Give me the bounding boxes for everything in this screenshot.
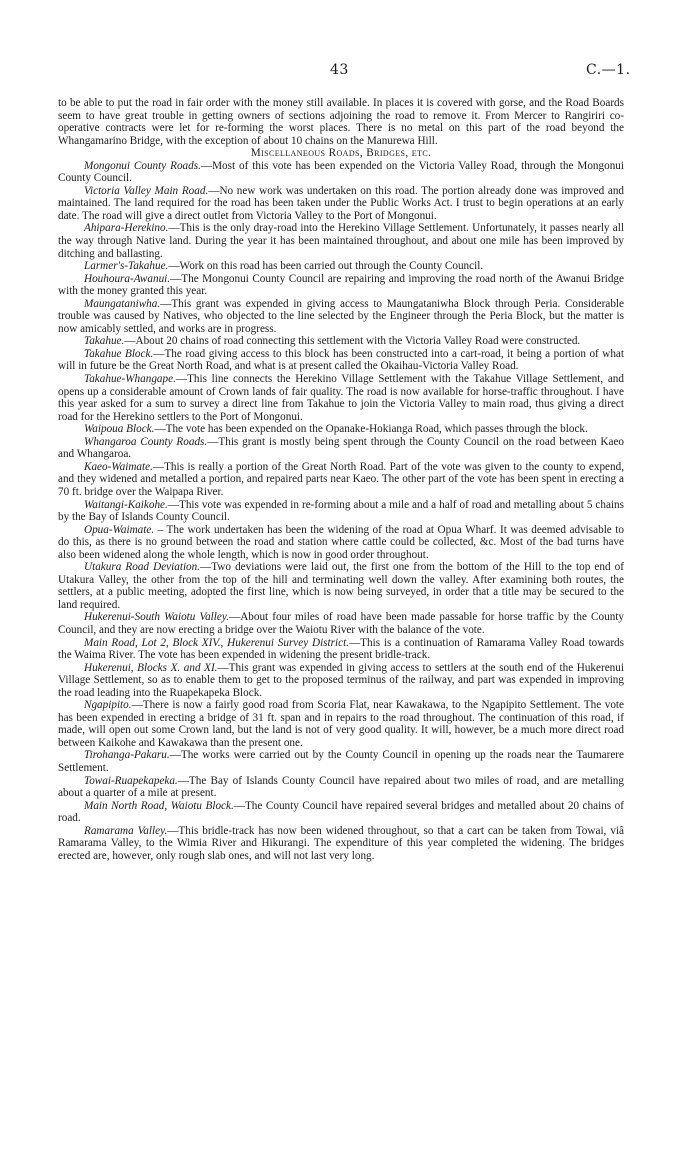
entry-paragraph (58, 499, 624, 524)
entry-title: Takahue Block. (84, 347, 154, 360)
page-header (0, 62, 700, 82)
entry-paragraph (58, 461, 624, 499)
entry-text: —This grant was expended in giving access to Maungataniwha Block through Peria. Considerable trouble was caused by Natives, who objected to the line selected by the Engineer through the Peria Block, but the matter is now amicably settled, and works are in progress. (58, 297, 624, 335)
entry-text: —This is a continuation of Ramarama Valley Road towards the Waima River. The vote has been expended in widening the present bridle-track. (58, 636, 624, 662)
entry-paragraph (58, 373, 624, 423)
entry-text: —This is really a portion of the Great North Road. Part of the vote was given to the county to expend, and they widened and metalled a portion, and repaired parts near Kaeo. The other part of the vote has been spent in erecting a 70 ft. bridge over the Waipapa River. (58, 460, 624, 498)
entry-title: Waipoua Block. (84, 423, 155, 436)
entry-title: Opua-Waimate. (84, 523, 155, 536)
entry-text: —This grant is mostly being spent through the County Council on the road between Kaeo and Whangaroa. (58, 435, 625, 461)
entry-text: —This is the only dray-road into the Herekino Village Settlement. Unfortunately, it passes nearly all the way through Native land. During the year it has been maintained throughout, and about one mile has been improved by ditching and ballasting. (58, 222, 624, 260)
entry-paragraph (58, 436, 624, 461)
entries-list (58, 160, 624, 863)
entry-text: —This grant was expended in giving access to settlers at the south end of the Hukerenui Village Settlement, so as to enable them to get to the proposed terminus of the railway, and part was expended in improving the road leading into the Ruapekapeka Block. (58, 661, 624, 699)
entry-text: —About 20 chains of road connecting this settlement with the Victoria Valley Road were constructed. (124, 335, 581, 348)
entry-paragraph (58, 160, 624, 185)
entry-title: Maungataniwha. (84, 297, 161, 310)
entry-paragraph (58, 260, 624, 273)
entry-title: Towai-Ruapekapeka. (84, 774, 178, 787)
entry-paragraph (58, 561, 624, 611)
entry-title: Hukerenui-South Waiotu Valley. (84, 611, 229, 624)
entry-paragraph (58, 699, 624, 749)
entry-paragraph (58, 800, 624, 825)
entry-text: – The work undertaken has been the widening of the road at Opua Wharf. It was deemed advisable to do this, as there is no ground between the road and station where cattle could be collected, &c. Most of the bad turns have also been widened along the whole length, which is now in good order throughout. (58, 523, 624, 561)
entry-title: Waitangi-Kaikohe. (84, 498, 168, 511)
entry-text: —About four miles of road have been made passable for horse traffic by the County Council, and they are now erecting a bridge over the Waiotu River with the balance of the vote. (58, 611, 624, 636)
page-number: 43 (330, 62, 349, 78)
entry-paragraph (58, 662, 624, 700)
entry-text: —Most of this vote has been expended on the Victoria Valley Road, through the Mongonui County Council. (58, 159, 625, 185)
entry-title: Ramarama Valley. (84, 824, 168, 837)
entry-paragraph (58, 637, 624, 662)
entry-text: —The County Council have repaired several bridges and metalled about 20 chains of road. (58, 799, 624, 825)
entry-text: —The Bay of Islands County Council have repaired about two miles of road, and are metalling about a quarter of a mile at present. (58, 774, 624, 800)
entry-paragraph (58, 423, 624, 436)
entry-text: —No new work was undertaken on this road. The portion already done was improved and maintained. The land required for the road has been taken under the Public Works Act. I trust to begin operations at an early date. The road will give a direct outlet from Victoria Valley to the Port of Mongonui. (58, 184, 625, 222)
entry-text: —This line connects the Herekino Village Settlement with the Takahue Village Settlement, and opens up a considerable amount of Crown lands of fair quality. The road is now available for horse-traffic throughout. I have this year asked for a sum to survey a direct line from Takahue to join the Victoria Valley to main road, thus giving a direct road for the Herekino settlers to the Port of Mongonui. (58, 373, 624, 423)
entry-text: —Two deviations were laid out, the first one from the bottom of the Hill to the top end of Utakura Valley, the other from the top of the hill and terminating well down the valley. After examining both routes, the settlers, at a public meeting, adopted the first line, which is now being surveyed, in order that a title may be secured to the land required. (58, 561, 624, 611)
body-text (58, 97, 624, 862)
entry-title: Kaeo-Waimate. (84, 460, 153, 473)
entry-paragraph (58, 611, 624, 636)
entry-text: —There is now a fairly good road from Scoria Flat, near Kawakawa, to the Ngapipito Settlement. The vote has been expended in erecting a bridge of 31 ft. span and in repairs to the road throughout. The continuation of this road, if made, will open out some Crown land, but the land is not of very good quality. It will, however, be a much more direct road between Kaikohe and Kawakawa than the present one. (58, 699, 624, 749)
entry-paragraph (58, 273, 624, 298)
entry-text: —The works were carried out by the County Council in opening up the roads near the Taumarere Settlement. (58, 749, 624, 774)
entry-title: Takahue-Whangape. (84, 373, 176, 386)
entry-title: Main Road, Lot 2, Block XIV., Hukerenui Survey District. (84, 636, 349, 649)
entry-title: Takahue. (84, 335, 125, 348)
entry-text: —The road giving access to this block has been constructed into a cart-road, it being a portion of what will in future be the Great North Road, and what is at present called the Okaihau-Victoria Valley Road. (58, 347, 624, 373)
entry-paragraph (58, 335, 624, 348)
entry-title: Victoria Valley Main Road. (84, 184, 209, 197)
entry-text: —This vote was expended in re-forming about a mile and a half of road and metalling about 5 chains by the Bay of Islands County Council. (58, 498, 624, 524)
entry-title: Ngapipito. (84, 699, 132, 712)
entry-paragraph (58, 749, 624, 774)
entry-title: Utakura Road Deviation. (84, 561, 201, 574)
entry-paragraph (58, 825, 624, 863)
entry-title: Larmer's-Takahue. (84, 260, 169, 273)
entry-paragraph (58, 222, 624, 260)
entry-paragraph (58, 185, 624, 223)
entry-text: —This bridle-track has now been widened throughout, so that a cart can be taken from Towai, viâ Ramarama Valley, to the Wimia River and Hikurangi. The expenditure of this year completed the widening. The bridges erected are, however, only rough slab ones, and will not last very long. (58, 824, 625, 862)
entry-title: Houhoura-Awanui. (84, 272, 171, 285)
entry-title: Tirohanga-Pakaru. (84, 749, 170, 762)
entry-paragraph (58, 524, 624, 562)
entry-title: Mongonui County Roads. (84, 159, 201, 172)
entry-title: Ahipara-Herekino. (84, 222, 169, 235)
entry-paragraph (58, 348, 624, 373)
entry-text: —The vote has been expended on the Opanake-Hokianga Road, which passes through the block. (154, 423, 588, 436)
entry-title: Whangaroa County Roads. (84, 435, 208, 448)
entry-paragraph (58, 298, 624, 336)
intro-paragraph: to be able to put the road in fair order with the money still available. In places it is covered with gorse, and the Road Boards seem to have great trouble in getting owners of sections adjoining the road to remove it. From Mercer to Rangiriri co-operative contracts were let for re-forming the worst places. There is no metal on this part of the road beyond the Whangamarino Bridge, with the exception of about 10 chains on the Manurewa Hill. (58, 97, 624, 147)
entry-text: —Work on this road has been carried out through the County Council. (168, 260, 484, 273)
entry-title: Hukerenui, Blocks X. and XI. (84, 661, 218, 674)
section-heading: Miscellaneous Roads, Bridges, etc. (250, 147, 432, 160)
entry-paragraph (58, 775, 624, 800)
entry-title: Main North Road, Waiotu Block. (84, 799, 234, 812)
paper-reference: C.—1. (586, 62, 631, 78)
entry-text: —The Mongonui County Council are repairing and improving the road north of the Awanui Bridge with the money granted this year. (58, 272, 624, 298)
